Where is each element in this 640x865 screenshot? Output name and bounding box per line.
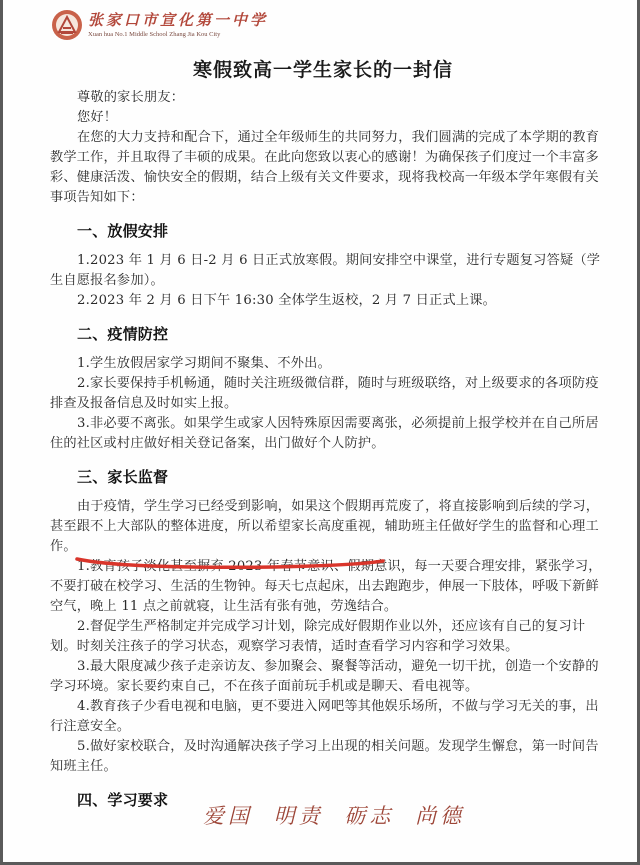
epidemic-item-3: 3.非必要不离张。如果学生或家人因特殊原因需要离张，必须提前上报学校并在自己所居住的社区或村庄做好相关登记备案，出门做好个人防护。 <box>50 416 599 451</box>
school-emblem-icon <box>52 10 82 40</box>
salutation: 尊敬的家长朋友： <box>77 90 185 105</box>
motto-word-2: 明责 <box>273 804 324 828</box>
letter-body <box>50 88 610 820</box>
school-name-en: Xuan hua No.1 Middle School Zhang Jia Kou City <box>88 31 221 38</box>
motto-word-4: 尚德 <box>415 804 466 828</box>
motto-word-1: 爱国 <box>203 804 253 828</box>
supervision-item-1: 1.教育孩子淡化甚至摒弃 2023 年春节意识、假期意识，每一天要合理安排，紧张学习，不要打破在校学习、生活的生物钟。每天七点起床，出去跑跑步，伸展一下肢体，呼吸下新鲜空气，晚上 11 点之前就寝，让生活有张有弛，劳逸结合。 <box>50 559 602 614</box>
section-heading-study: 四、学习要求 <box>77 791 169 809</box>
epidemic-item-1: 1.学生放假居家学习期间不聚集、不外出。 <box>77 356 331 371</box>
document-title: 寒假致高一学生家长的一封信 <box>192 59 453 81</box>
supervision-item-5: 5.做好家校联合，及时沟通解决孩子学习上出现的相关问题。发现学生懈怠，第一时间告知班主任。 <box>50 739 599 774</box>
supervision-item-3: 3.最大限度减少孩子走亲访友、参加聚会、聚餐等活动，避免一切干扰，创造一个安静的学习环境。家长要约束自己，不在孩子面前玩手机或是聊天、看电视等。 <box>50 659 599 694</box>
school-name-cn: 张家口市宣化第一中学 <box>88 11 269 29</box>
intro-paragraph: 在您的大力支持和配合下，通过全年级师生的共同努力，我们圆满的完成了本学期的教育教学工作，并且取得了丰硕的成果。在此向您致以衷心的感谢！为确保孩子们度过一个丰富多彩、健康活泼、愉快安全的假期，结合上级有关文件要求，现将我校高一年级本学年寒假有关事项告知如下： <box>50 130 600 205</box>
greeting: 您好！ <box>77 110 118 125</box>
holiday-item-2: 2.2023 年 2 月 6 日下午 16:30 全体学生返校，2 月 7 日正式上课。 <box>77 293 496 308</box>
section-heading-supervision: 三、家长监督 <box>77 468 169 486</box>
supervision-intro: 由于疫情，学生学习已经受到影响，如果这个假期再荒废了，将直接影响到后续的学习，甚至跟不上大部队的整体进度，所以希望家长高度重视，辅助班主任做好学生的监督和心理工作。 <box>50 499 600 554</box>
letterhead <box>52 10 268 40</box>
supervision-item-4: 4.教育孩子少看电视和电脑，更不要进入网吧等其他娱乐场所，不做与学习无关的事，出行注意安全。 <box>50 699 599 734</box>
motto-word-3: 砺志 <box>344 804 395 828</box>
school-motto <box>203 800 475 830</box>
epidemic-item-2: 2.家长要保持手机畅通，随时关注班级微信群，随时与班级联络，对上级要求的各项防疫排查及报备信息及时如实上报。 <box>50 376 599 411</box>
holiday-item-1: 1.2023 年 1 月 6 日-2 月 6 日正式放寒假。期间安排空中课堂，进行专题复习答疑（学生自愿报名参加）。 <box>50 253 601 288</box>
section-heading-epidemic: 二、疫情防控 <box>77 325 169 343</box>
section-heading-holiday: 一、放假安排 <box>77 222 169 240</box>
supervision-item-2: 2.督促学生严格制定并完成学习计划，除完成好假期作业以外，还应该有自己的复习计划。时刻关注孩子的学习状态，观察学习表情，适时查看学习内容和学习效果。 <box>50 619 586 654</box>
